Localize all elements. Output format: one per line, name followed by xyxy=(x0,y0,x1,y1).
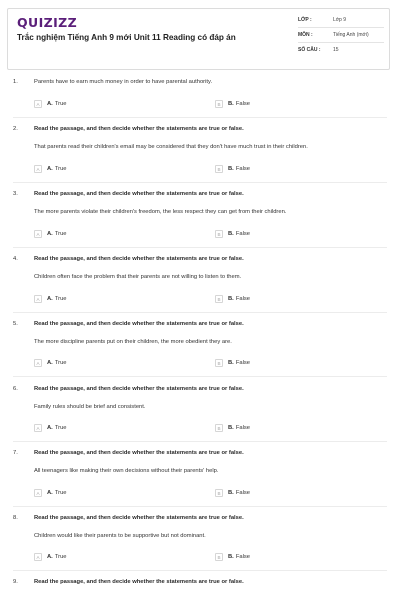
question-statement: The more parents violate their children's freedom, the less respect they can get from their children. xyxy=(34,209,287,215)
option-badge: B xyxy=(215,553,223,561)
question-instruction: Read the passage, and then decide whether the statements are true or false. xyxy=(34,579,244,585)
meta-grade-value: Lớp 9 xyxy=(333,17,347,23)
option-b[interactable] xyxy=(215,164,250,174)
option-badge: B xyxy=(215,359,223,367)
option-text: False xyxy=(235,490,250,496)
question-divider xyxy=(13,182,387,183)
option-letter: A. xyxy=(47,425,53,431)
question-instruction: Read the passage, and then decide whether the statements are true or false. xyxy=(34,256,244,262)
question-statement: The more discipline parents put on their children, the more obedient they are. xyxy=(34,339,232,345)
question-divider xyxy=(13,506,387,507)
question-statement: Children often face the problem that their parents are not willing to listen to them. xyxy=(34,274,242,280)
option-badge: A xyxy=(34,424,42,432)
question-statement: Family rules should be brief and consistent. xyxy=(34,404,146,410)
option-badge: A xyxy=(34,553,42,561)
quizizz-logo: QUIZIZZ xyxy=(17,15,78,30)
page-title: Trắc nghiệm Tiếng Anh 9 mới Unit 11 Reading có đáp án xyxy=(17,33,236,42)
question-instruction: Read the passage, and then decide whether the statements are true or false. xyxy=(34,386,244,392)
option-text: True xyxy=(54,296,67,302)
option-letter: A. xyxy=(47,231,53,237)
option-letter: A. xyxy=(47,490,53,496)
option-b[interactable] xyxy=(215,552,250,562)
question-statement: Parents have to earn much money in order to have parental authority. xyxy=(34,79,213,85)
option-letter: B. xyxy=(228,490,234,496)
meta-count-value: 15 xyxy=(333,47,339,53)
option-b[interactable] xyxy=(215,423,250,433)
question-number: 6. xyxy=(13,386,18,392)
option-letter: A. xyxy=(47,554,53,560)
question-divider xyxy=(13,570,387,571)
option-text: True xyxy=(54,554,67,560)
option-badge: B xyxy=(215,165,223,173)
option-badge: A xyxy=(34,100,42,108)
question-number: 1. xyxy=(13,79,18,85)
option-a[interactable] xyxy=(34,294,67,304)
option-b[interactable] xyxy=(215,229,250,239)
question-instruction: Read the passage, and then decide whether the statements are true or false. xyxy=(34,191,244,197)
option-badge: A xyxy=(34,165,42,173)
meta-divider xyxy=(298,27,384,28)
option-text: False xyxy=(235,425,250,431)
question-number: 7. xyxy=(13,450,18,456)
question-divider xyxy=(13,312,387,313)
option-letter: B. xyxy=(228,296,234,302)
question-number: 9. xyxy=(13,579,18,585)
meta-divider xyxy=(298,42,384,43)
option-letter: A. xyxy=(47,166,53,172)
question-number: 4. xyxy=(13,256,18,262)
option-letter: B. xyxy=(228,554,234,560)
option-a[interactable] xyxy=(34,99,67,109)
option-badge: A xyxy=(34,295,42,303)
option-text: False xyxy=(235,101,250,107)
meta-grade xyxy=(298,17,346,23)
meta-subject-value: Tiếng Anh (mới) xyxy=(333,32,369,38)
question-number: 8. xyxy=(13,515,18,521)
option-text: False xyxy=(235,554,250,560)
question-divider xyxy=(13,117,387,118)
question-instruction: Read the passage, and then decide whether the statements are true or false. xyxy=(34,450,244,456)
option-badge: A xyxy=(34,359,42,367)
question-statement: All teenagers like making their own decisions without their parents' help. xyxy=(34,468,219,474)
option-text: False xyxy=(235,296,250,302)
option-letter: A. xyxy=(47,360,53,366)
question-instruction: Read the passage, and then decide whether the statements are true or false. xyxy=(34,515,244,521)
option-text: False xyxy=(235,360,250,366)
option-a[interactable] xyxy=(34,358,67,368)
question-statement: That parents read their children's email may be considered that they don't have much trust in their children. xyxy=(34,144,308,150)
question-9 xyxy=(0,579,400,599)
question-divider xyxy=(13,441,387,442)
option-badge: B xyxy=(215,424,223,432)
question-number: 2. xyxy=(13,126,18,132)
option-letter: B. xyxy=(228,425,234,431)
option-badge: B xyxy=(215,295,223,303)
question-instruction: Read the passage, and then decide whether the statements are true or false. xyxy=(34,321,244,327)
option-a[interactable] xyxy=(34,229,67,239)
option-b[interactable] xyxy=(215,99,250,109)
option-badge: A xyxy=(34,489,42,497)
question-number: 3. xyxy=(13,191,18,197)
question-statement: Children would like their parents to be supportive but not dominant. xyxy=(34,533,206,539)
option-text: True xyxy=(54,360,67,366)
option-text: True xyxy=(54,425,67,431)
option-text: True xyxy=(54,231,67,237)
question-divider xyxy=(13,376,387,377)
option-letter: B. xyxy=(228,166,234,172)
option-a[interactable] xyxy=(34,552,67,562)
option-text: False xyxy=(235,166,250,172)
meta-count xyxy=(298,47,339,53)
question-divider xyxy=(13,247,387,248)
option-text: False xyxy=(235,231,250,237)
option-letter: B. xyxy=(228,360,234,366)
meta-grade-key: LỚP : xyxy=(298,17,312,23)
option-b[interactable] xyxy=(215,358,250,368)
option-a[interactable] xyxy=(34,164,67,174)
option-letter: A. xyxy=(47,296,53,302)
meta-subject xyxy=(298,32,369,38)
option-badge: B xyxy=(215,100,223,108)
option-badge: A xyxy=(34,230,42,238)
option-text: True xyxy=(54,166,67,172)
meta-subject-key: MÔN : xyxy=(298,32,313,38)
option-a[interactable] xyxy=(34,423,67,433)
option-letter: B. xyxy=(228,101,234,107)
option-text: True xyxy=(54,101,67,107)
option-badge: B xyxy=(215,489,223,497)
option-letter: B. xyxy=(228,231,234,237)
question-number: 5. xyxy=(13,321,18,327)
option-a[interactable] xyxy=(34,488,67,498)
option-letter: A. xyxy=(47,101,53,107)
meta-count-key: SỐ CÂU : xyxy=(298,47,321,53)
option-b[interactable] xyxy=(215,488,250,498)
option-badge: B xyxy=(215,230,223,238)
option-text: True xyxy=(54,490,67,496)
question-instruction: Read the passage, and then decide whether the statements are true or false. xyxy=(34,126,244,132)
option-b[interactable] xyxy=(215,294,250,304)
